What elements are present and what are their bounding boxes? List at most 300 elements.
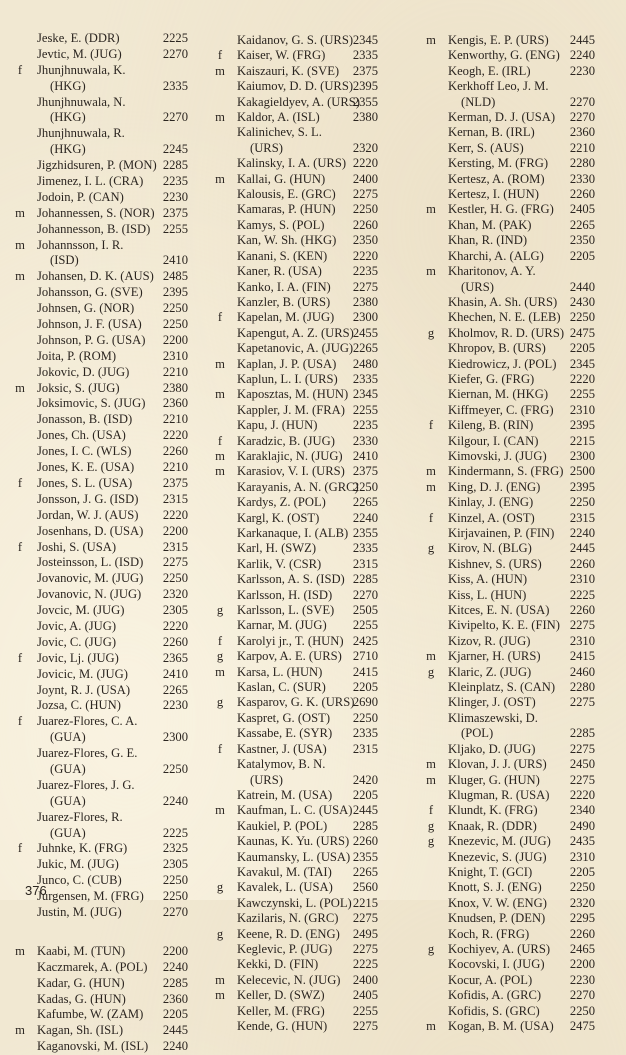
list-item [200, 1019, 412, 1034]
list-item [0, 190, 212, 206]
list-item [200, 249, 412, 264]
player-name: Kharitonov, A. Y. [448, 264, 536, 279]
player-name: Kholmov, R. D. (URS) [448, 325, 565, 340]
title-marker: f [217, 741, 223, 756]
player-name: Jodoin, P. (CAN) [37, 189, 124, 204]
player-name: Kirov, N. (BLG) [448, 541, 532, 556]
title-marker: m [426, 33, 436, 47]
list-item [411, 310, 623, 325]
list-item [0, 238, 212, 254]
list-item [0, 333, 212, 349]
player-name: Kishnev, S. (URS) [448, 556, 542, 571]
player-rating: 2435 [569, 834, 595, 849]
player-rating: 2260 [569, 926, 595, 941]
title-marker: m [15, 205, 25, 220]
player-name: Joksimovic, S. (JUG) [37, 396, 146, 411]
list-item [200, 418, 412, 433]
player-rating: 2265 [352, 341, 378, 356]
player-rating: 2255 [352, 402, 378, 417]
player-name: Kivipelto, K. E. (FIN) [448, 618, 560, 633]
player-rating: 2215 [352, 895, 378, 910]
list-item [200, 896, 412, 911]
list-item [411, 911, 623, 926]
player-name: Jordan, W. J. (AUS) [37, 507, 139, 522]
player-name: Jovic, Lj. (JUG) [37, 650, 119, 665]
player-name: Kengis, E. P. (URS) [448, 33, 549, 47]
player-rating: 2375 [352, 464, 378, 479]
title-marker: g [216, 649, 224, 664]
player-name: Klovan, J. J. (URS) [448, 757, 547, 772]
list-item [411, 788, 623, 803]
list-item-continuation [200, 141, 412, 156]
player-name: Justin, M. (JUG) [37, 904, 122, 919]
list-item [411, 326, 623, 341]
player-rating: 2410 [162, 253, 188, 268]
player-name: Katalymov, B. N. [237, 757, 326, 772]
list-item [200, 942, 412, 957]
player-rating: 2210 [162, 460, 188, 475]
list-item [200, 48, 412, 63]
list-item [200, 865, 412, 880]
list-item [200, 988, 412, 1003]
list-item [200, 803, 412, 818]
player-name: Kalinsky, I. A. (URS) [237, 156, 347, 171]
player-rating: 2310 [162, 348, 188, 363]
title-marker: f [17, 841, 23, 856]
title-marker: m [15, 380, 25, 395]
list-item [200, 79, 412, 94]
player-rating: 2315 [162, 539, 188, 554]
player-rating: 2340 [569, 803, 595, 818]
player-name: Keene, R. D. (ENG) [237, 926, 340, 941]
list-item [0, 63, 212, 79]
title-marker: g [216, 695, 224, 710]
list-item [0, 365, 212, 381]
player-name: (HKG) [50, 78, 86, 93]
list-item [411, 850, 623, 865]
player-rating: 2285 [162, 158, 188, 173]
player-name: Johnson, J. F. (USA) [37, 317, 142, 332]
player-rating: 2475 [569, 1019, 595, 1033]
player-name: Kapetanovic, A. (JUG) [237, 341, 354, 356]
list-item [0, 905, 212, 921]
player-rating: 2265 [569, 217, 595, 232]
title-marker: f [17, 714, 23, 729]
player-name: Kinzel, A. (OST) [448, 510, 535, 525]
player-name: Kanzler, B. (URS) [237, 294, 331, 309]
list-item [200, 449, 412, 464]
list-item [411, 695, 623, 710]
player-rating: 2275 [569, 741, 595, 756]
list-item [411, 942, 623, 957]
player-rating: 2205 [569, 341, 595, 356]
player-name: Kaposztas, M. (HUN) [237, 387, 349, 402]
title-marker: m [215, 110, 225, 125]
title-marker: m [215, 448, 225, 463]
list-item [411, 403, 623, 418]
list-item [411, 156, 623, 171]
player-name: Jovic, C. (JUG) [37, 634, 117, 649]
player-rating: 2330 [352, 433, 378, 448]
player-rating: 2285 [352, 572, 378, 587]
player-rating: 2480 [352, 356, 378, 371]
player-rating: 2275 [352, 1019, 378, 1033]
player-name: Kan, W. Sh. (HKG) [237, 233, 337, 248]
player-name: Joynt, R. J. (USA) [37, 682, 131, 697]
list-item [200, 557, 412, 572]
list-item-continuation [0, 253, 212, 269]
player-rating: 2225 [162, 31, 188, 45]
list-item [200, 957, 412, 972]
player-rating: 2260 [162, 444, 188, 459]
player-name: Kofidis, A. (GRC) [448, 988, 542, 1003]
list-item [411, 264, 623, 279]
player-rating: 2310 [569, 633, 595, 648]
player-name: Kizov, R. (JUG) [448, 633, 531, 648]
title-marker: m [426, 1019, 436, 1033]
list-item [411, 187, 623, 202]
list-item [411, 341, 623, 356]
player-rating: 2360 [162, 396, 188, 411]
list-item [411, 773, 623, 788]
list-item [411, 464, 623, 479]
list-item [0, 810, 212, 826]
list-item [411, 711, 623, 726]
list-item [200, 218, 412, 233]
list-item [411, 295, 623, 310]
player-name: Kaner, R. (USA) [237, 264, 322, 279]
player-rating: 2500 [569, 464, 595, 479]
list-item [411, 819, 623, 834]
player-name: Kerman, D. J. (USA) [448, 110, 556, 125]
player-name: Khasin, A. Sh. (URS) [448, 294, 558, 309]
list-item [200, 372, 412, 387]
player-rating: 2240 [569, 526, 595, 540]
list-item [0, 301, 212, 317]
player-rating: 2275 [352, 187, 378, 202]
title-marker: m [426, 757, 436, 772]
list-item-continuation [411, 726, 623, 741]
list-item [0, 960, 212, 976]
player-rating: 2335 [352, 371, 378, 386]
player-rating: 2260 [569, 603, 595, 618]
title-marker: g [427, 834, 435, 849]
player-rating: 2215 [569, 433, 595, 448]
player-rating: 2255 [352, 618, 378, 633]
player-rating: 2275 [569, 618, 595, 633]
player-rating: 2245 [162, 142, 188, 157]
player-name: Kiss, A. (HUN) [448, 572, 528, 587]
list-item [0, 381, 212, 397]
list-item [411, 33, 623, 48]
player-name: Klundt, K. (FRG) [448, 803, 538, 818]
player-name: Khan, M. (PAK) [448, 217, 532, 232]
list-item-continuation [0, 762, 212, 778]
list-item [0, 412, 212, 428]
player-name: Kasparov, G. K. (URS) [237, 695, 355, 710]
player-name: Keglevic, P. (JUG) [237, 941, 333, 956]
player-name: Joshi, S. (USA) [37, 539, 117, 554]
player-rating: 2285 [162, 975, 188, 990]
list-item [411, 1004, 623, 1019]
player-name: Kaabi, M. (TUN) [37, 943, 126, 958]
player-rating: 2270 [162, 904, 188, 919]
player-rating: 2375 [162, 205, 188, 220]
player-name: (URS) [250, 772, 283, 787]
list-item [411, 110, 623, 125]
player-name: Keogh, E. (IRL) [448, 63, 531, 78]
player-name: Kassabe, E. (SYR) [237, 726, 333, 741]
player-name: Kochiyev, A. (URS) [448, 941, 551, 956]
player-rating: 2445 [569, 541, 595, 556]
player-rating: 2395 [569, 479, 595, 494]
player-rating: 2275 [352, 911, 378, 926]
player-name: Johansen, D. K. (AUS) [37, 269, 154, 284]
list-item [0, 47, 212, 63]
player-name: Josteinsson, L. (ISD) [37, 555, 144, 570]
player-rating: 2350 [352, 233, 378, 248]
player-name: Kapu, J. (HUN) [237, 418, 318, 433]
list-item-continuation [0, 142, 212, 158]
player-name: Klaric, Z. (JUG) [448, 664, 532, 679]
title-marker: m [426, 479, 436, 494]
player-rating: 2455 [352, 325, 378, 340]
player-rating: 2250 [162, 889, 188, 904]
list-item [411, 218, 623, 233]
title-marker: f [428, 510, 434, 525]
player-name: Johannesson, B. (ISD) [37, 221, 151, 236]
player-name: Josenhans, D. (USA) [37, 523, 144, 538]
player-name: Kanko, I. A. (FIN) [237, 279, 331, 294]
title-marker: m [215, 664, 225, 679]
player-name: Kluger, G. (HUN) [448, 772, 540, 787]
player-rating: 2220 [162, 507, 188, 522]
player-rating: 2230 [569, 63, 595, 78]
list-item [200, 495, 412, 510]
player-rating: 2230 [162, 698, 188, 713]
list-item [200, 588, 412, 603]
player-name: Kertesz, I. (HUN) [448, 187, 539, 202]
list-item [200, 434, 412, 449]
player-name: Kilgour, I. (CAN) [448, 433, 539, 448]
player-name: Kaganovski, M. (ISL) [37, 1039, 149, 1054]
player-name: Jovcic, M. (JUG) [37, 603, 125, 618]
list-item-continuation [0, 826, 212, 842]
player-name: Kindermann, S. (FRG) [448, 464, 564, 479]
player-name: Juarez-Flores, J. G. [37, 777, 135, 792]
player-rating: 2270 [569, 94, 595, 109]
player-name: Kappler, J. M. (FRA) [237, 402, 345, 417]
player-rating: 2360 [569, 125, 595, 140]
list-item [411, 757, 623, 772]
player-name: (NLD) [461, 94, 496, 109]
player-rating: 2375 [162, 475, 188, 490]
player-rating: 2450 [569, 757, 595, 772]
player-rating: 2265 [162, 682, 188, 697]
player-name: (POL) [461, 726, 494, 741]
list-item [200, 788, 412, 803]
player-name: Khan, R. (IND) [448, 233, 528, 248]
list-item [200, 310, 412, 325]
player-rating: 2220 [352, 156, 378, 171]
title-marker: g [427, 818, 435, 833]
player-name: Kenworthy, G. (ENG) [448, 48, 560, 63]
player-rating: 2255 [352, 1003, 378, 1018]
player-rating: 2395 [352, 79, 378, 94]
player-name: Kamys, S. (POL) [237, 217, 325, 232]
section-gap [0, 921, 212, 944]
player-name: (GUA) [50, 761, 86, 776]
list-item-continuation [411, 280, 623, 295]
list-item [411, 434, 623, 449]
player-name: Kaunas, K. Yu. (URS) [237, 834, 350, 849]
player-rating: 2260 [569, 187, 595, 202]
player-rating: 2205 [162, 1007, 188, 1022]
player-name: Jones, I. C. (WLS) [37, 444, 132, 459]
player-rating: 2235 [352, 264, 378, 279]
list-item [411, 618, 623, 633]
player-name: Karayanis, A. N. (GRC) [237, 479, 359, 494]
list-item [200, 695, 412, 710]
list-item [0, 349, 212, 365]
player-name: King, D. J. (ENG) [448, 479, 541, 494]
player-name: Kaiszauri, K. (SVE) [237, 63, 340, 78]
player-name: Katrein, M. (USA) [237, 787, 333, 802]
player-rating: 2235 [352, 418, 378, 433]
player-name: Kaldor, A. (ISL) [237, 110, 320, 125]
list-item [0, 95, 212, 111]
player-rating: 2270 [162, 110, 188, 125]
list-item [200, 526, 412, 541]
title-marker: m [426, 649, 436, 664]
player-name: Kocovski, I. (JUG) [448, 957, 545, 972]
list-item [200, 64, 412, 79]
list-item [200, 125, 412, 140]
player-name: Knott, S. J. (ENG) [448, 880, 542, 895]
player-name: Jurgensen, M. (FRG) [37, 889, 144, 904]
player-rating: 2325 [162, 841, 188, 856]
player-rating: 2410 [352, 448, 378, 463]
title-marker: m [15, 1023, 25, 1038]
player-rating: 2380 [352, 294, 378, 309]
player-rating: 2355 [352, 849, 378, 864]
player-name: Kavakul, M. (TAI) [237, 864, 332, 879]
title-marker: f [428, 803, 434, 818]
list-item [200, 326, 412, 341]
player-rating: 2400 [352, 171, 378, 186]
player-rating: 2415 [569, 649, 595, 664]
list-item [411, 865, 623, 880]
player-rating: 2260 [569, 556, 595, 571]
player-name: Jovanovic, M. (JUG) [37, 571, 144, 586]
player-rating: 2265 [352, 864, 378, 879]
list-item-continuation [0, 79, 212, 95]
list-item [411, 480, 623, 495]
list-item [411, 572, 623, 587]
list-item [0, 683, 212, 699]
player-rating: 2295 [569, 911, 595, 926]
player-name: Jukic, M. (JUG) [37, 857, 119, 872]
list-item [0, 476, 212, 492]
player-rating: 2710 [352, 649, 378, 664]
list-item [411, 927, 623, 942]
list-item-continuation [0, 110, 212, 126]
list-item [0, 555, 212, 571]
player-name: Kljako, D. (JUG) [448, 741, 536, 756]
list-item [200, 1004, 412, 1019]
list-item [0, 635, 212, 651]
list-item [200, 834, 412, 849]
list-item [411, 233, 623, 248]
page-number: 376 [25, 883, 47, 898]
player-name: Kaslan, C. (SUR) [237, 680, 326, 695]
list-item [0, 396, 212, 412]
list-item [200, 927, 412, 942]
player-rating: 2275 [162, 555, 188, 570]
player-name: Kjarner, H. (URS) [448, 649, 541, 664]
list-item [411, 172, 623, 187]
player-rating: 2690 [352, 695, 378, 710]
list-item [200, 295, 412, 310]
player-rating: 2230 [162, 189, 188, 204]
player-name: Jonasson, B. (ISD) [37, 412, 133, 427]
list-item [0, 841, 212, 857]
player-rating: 2205 [569, 248, 595, 263]
player-name: Jones, K. E. (USA) [37, 460, 135, 475]
player-name: Jovicic, M. (JUG) [37, 666, 128, 681]
list-item [0, 174, 212, 190]
player-rating: 2225 [569, 587, 595, 602]
player-rating: 2205 [352, 787, 378, 802]
list-item [411, 449, 623, 464]
player-rating: 2280 [569, 156, 595, 171]
title-marker: m [215, 171, 225, 186]
player-name: Kafumbe, W. (ZAM) [37, 1007, 144, 1022]
title-marker: g [427, 664, 435, 679]
player-rating: 2250 [162, 301, 188, 316]
list-item [200, 911, 412, 926]
title-marker: g [216, 926, 224, 941]
list-item [200, 757, 412, 772]
player-name: Kiernan, M. (HKG) [448, 387, 549, 402]
title-marker: f [217, 633, 223, 648]
title-marker: m [215, 464, 225, 479]
player-rating: 2205 [569, 864, 595, 879]
player-name: Kleinplatz, S. (CAN) [448, 680, 556, 695]
list-item [200, 511, 412, 526]
player-rating: 2355 [352, 94, 378, 109]
player-name: Kalinichev, S. L. [237, 125, 322, 140]
list-item [0, 460, 212, 476]
title-marker: f [217, 433, 223, 448]
player-rating: 2335 [162, 78, 188, 93]
list-item [411, 202, 623, 217]
player-name: Karkanaque, I. (ALB) [237, 526, 349, 540]
player-rating: 2465 [569, 941, 595, 956]
player-rating: 2275 [352, 941, 378, 956]
title-marker: m [215, 988, 225, 1003]
player-rating: 2395 [162, 285, 188, 300]
title-marker: f [17, 62, 23, 77]
player-rating: 2205 [352, 680, 378, 695]
player-rating: 2270 [162, 46, 188, 61]
title-marker: m [215, 356, 225, 371]
player-name: Kaplun, L. I. (URS) [237, 371, 338, 386]
player-rating: 2475 [569, 325, 595, 340]
player-name: (ISD) [50, 253, 79, 268]
list-item [0, 651, 212, 667]
list-item [200, 603, 412, 618]
